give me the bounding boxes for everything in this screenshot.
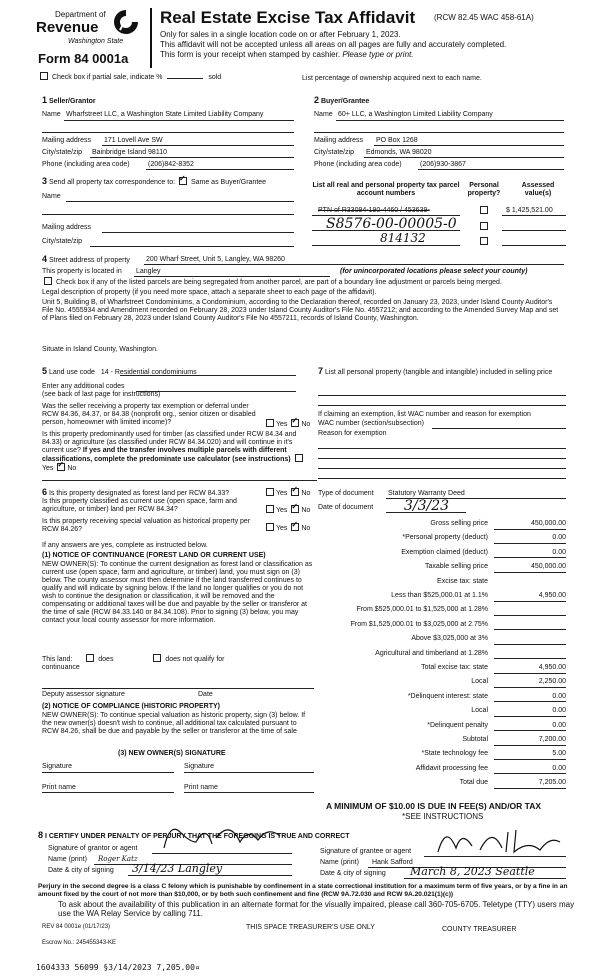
tax-row-label: Less than $525,000.01 at 1.1%: [391, 592, 488, 599]
additional-codes-label: Enter any additional codes: [42, 383, 125, 390]
dept-of-revenue-logo: [34, 8, 134, 52]
date-grantor[interactable]: 3/14/23 Langley: [132, 862, 223, 875]
name-grantee-label: Name (print): [320, 859, 359, 866]
q1-yes-label: Yes: [276, 420, 288, 428]
section7-label: List all personal property (tangible and intangible) included in selling price: [324, 369, 553, 376]
date-grantee[interactable]: March 8, 2023 Seattle: [410, 865, 535, 878]
tax-row-value[interactable]: 5.00: [552, 750, 566, 758]
escrow-number: Escrow No.: 245455343-KE: [42, 940, 117, 946]
header-line3b: Please type or print.: [342, 50, 414, 59]
buyer-city-label: City/state/zip: [314, 149, 355, 156]
date-grantor-label: Date & city of signing: [48, 867, 114, 874]
parcel-2[interactable]: S8576-00-00005-0: [326, 216, 457, 232]
buyer-phone-label: Phone (including area code): [314, 161, 402, 168]
q1-no-label: No: [301, 420, 311, 428]
doc-type[interactable]: Statutory Warranty Deed: [388, 490, 465, 497]
section7-heading: [318, 366, 566, 377]
section3-same: Same as Buyer/Grantee: [190, 179, 267, 186]
segregation-checkbox[interactable]: [44, 277, 52, 285]
buyer-phone[interactable]: (206)930-3867: [420, 161, 466, 168]
personal-checkbox-1[interactable]: [480, 206, 488, 214]
deputy-date-label: Date: [198, 691, 213, 698]
tax-row-value[interactable]: 4,950.00: [538, 664, 566, 671]
seller-phone[interactable]: (206)842-8352: [148, 161, 194, 168]
tax-row-label: From $525,000.01 to $1,525,000 at 1.28%: [356, 606, 488, 614]
tax-row-value[interactable]: 7,205.00: [538, 779, 566, 787]
q2-no-checkbox[interactable]: [57, 463, 65, 471]
tax-row-value[interactable]: 0.00: [552, 707, 566, 715]
partial-sale-row: [38, 73, 221, 82]
recording-stamp: 1604333 56099 §3/14/2023 7,205.00¤: [36, 963, 200, 972]
s6q3-no-checkbox[interactable]: [291, 523, 299, 531]
tax-row-label: Total due: [459, 779, 488, 787]
seller-heading: [42, 95, 96, 106]
s6q2-no-label: No: [301, 506, 311, 514]
legal-label: Legal description of property (if you need more space, attach a separate sheet to each page of the affidavit).: [42, 289, 377, 296]
tax-row-value[interactable]: 2,250.00: [538, 678, 566, 686]
seller-city-label: City/state/zip: [42, 149, 83, 156]
buyer-mailing[interactable]: PO Box 1268: [376, 137, 418, 144]
seller-name[interactable]: Wharfstreet LLC, a Washington State Limited Liability Company: [66, 111, 264, 118]
unincorp-note: (for unincorporated locations please select your county): [340, 268, 528, 275]
section3-num: 3: [42, 176, 48, 186]
seller-mailing-label: Mailing address: [42, 137, 92, 144]
partial-label-a: Check box if partial sale, indicate %: [51, 73, 163, 81]
new-owner-title: (3) NEW OWNER(S) SIGNATURE: [118, 750, 226, 757]
s6-q2-answers: [264, 506, 310, 515]
tax-row-label: Total excise tax: state: [421, 664, 488, 671]
tax-row-label: Local: [471, 678, 488, 686]
does-not-checkbox[interactable]: [153, 654, 161, 662]
tax-row-label: Agricultural and timberland at 1.28%: [375, 649, 488, 657]
doc-date[interactable]: 3/3/23: [404, 498, 450, 514]
tax-row-label: Local: [471, 707, 488, 715]
tax-row-label: Taxable selling price: [424, 563, 488, 571]
minimum-line2: *SEE INSTRUCTIONS: [402, 812, 484, 821]
q2-yes-checkbox[interactable]: [295, 454, 303, 462]
tax-row-label: *Delinquent interest: state: [407, 692, 488, 700]
s6q3-no-label: No: [301, 524, 311, 532]
s6q2-yes-label: Yes: [276, 506, 288, 514]
parcel-col-header: List all real and personal property tax parcel account numbers: [312, 182, 460, 198]
tax-row-label: Subtotal: [462, 736, 488, 743]
located-city[interactable]: Langley: [136, 268, 161, 275]
exemption-question: Was the seller receiving a property tax exemption or deferral under RCW 84.36, 84.37, or 84.38 (nonprofit org., senior citizen or disabled person, homeowner with limited income)?: [42, 403, 256, 427]
timber-question-a: Is this property predominantly used for timber (as classified under RCW 84.34 and 84.33) or agriculture (as classified under RCW 84.34.020) and will continue in it's current use?: [42, 431, 297, 455]
rev-label: REV 84 0001e (01/17/23): [42, 924, 111, 930]
q2-no-label: No: [67, 464, 77, 472]
sig-grantor-label: Signature of grantor or agent: [48, 845, 138, 852]
buyer-heading-text: Buyer/Grantee: [320, 98, 370, 105]
s6q3-yes-label: Yes: [276, 524, 288, 532]
treasurer-use: THIS SPACE TREASURER'S USE ONLY: [246, 924, 375, 931]
header-line3a: This form is your receipt when stamped by cashier.: [160, 50, 341, 59]
s6q2-no-checkbox[interactable]: [291, 505, 299, 513]
tax-row-label: From $1,525,000.01 to $3,025,000 at 2.75%: [350, 620, 488, 628]
tax-row-value[interactable]: 4,950.00: [538, 592, 566, 599]
minimum-line1: A MINIMUM OF $10.00 IS DUE IN FEE(S) AND/OR TAX: [326, 801, 542, 811]
section8-title: I CERTIFY UNDER PENALTY OF PERJURY THAT THE FOREGOING IS TRUE AND CORRECT: [44, 833, 350, 840]
section3-heading: [42, 176, 266, 187]
personal-checkbox-3[interactable]: [480, 237, 488, 245]
seller-city[interactable]: Bainbridge Island 98110: [92, 149, 167, 156]
s6q1-yes-label: Yes: [276, 489, 288, 497]
section3-city-label: City/state/zip: [42, 238, 83, 245]
current-use-question: Is this property classified as current use (open space, farm and agriculture, or timber) land per RCW 84.34?: [42, 498, 237, 514]
land-use-label: Land use code: [48, 369, 95, 376]
located-label: This property is located in: [42, 268, 122, 275]
notice2-title: (2) NOTICE OF COMPLIANCE (HISTORIC PROPERTY): [42, 703, 220, 710]
personal-checkbox-2[interactable]: [480, 222, 488, 230]
buyer-name[interactable]: 60+ LLC, a Washington Limited Liability Company: [338, 111, 493, 118]
section6-num: 6: [42, 487, 48, 497]
seller-heading-text: Seller/Grantor: [48, 98, 96, 105]
timber-question-b: If yes and the transfer involves multiple parcels with different classifications, complete the predominate use calculator (see instructions): [42, 447, 291, 463]
owner-signature-label-1: Signature: [42, 763, 72, 770]
q1-answers: [264, 420, 310, 429]
notice1-title: (1) NOTICE OF CONTINUANCE (FOREST LAND OR CURRENT USE): [42, 552, 266, 559]
segregation-text: Check box if any of the listed parcels are being segregated from another parcel, are part of a boundary line adjustment or parcels being merged.: [55, 278, 502, 286]
personal-col-header: Personal property?: [467, 182, 501, 198]
timber-question: [42, 431, 312, 473]
s6q2-yes-checkbox[interactable]: [266, 505, 274, 513]
if-yes-note: If any answers are yes, complete as instructed below.: [42, 542, 208, 549]
s6-q1-answers: [264, 489, 310, 498]
header-line2: This affidavit will not be accepted unless all areas on all pages are fully and accurately completed.: [160, 40, 507, 49]
buyer-name-label: Name: [314, 111, 333, 118]
grantee-signature: [432, 822, 566, 858]
tax-row-label: *Personal property (deduct): [402, 534, 488, 542]
s6q1-no-checkbox[interactable]: [291, 488, 299, 496]
assessed-value-1[interactable]: $ 1,425,521.00: [506, 207, 553, 214]
seller-name-label: Name: [42, 111, 61, 118]
q1-no-checkbox[interactable]: [291, 419, 299, 427]
historic-question: Is this property receiving special valuation as historical property per RCW 84.26?: [42, 518, 251, 534]
tax-row-value[interactable]: 0.00: [552, 721, 566, 729]
county-treasurer: COUNTY TREASURER: [442, 926, 517, 933]
legal-description[interactable]: Unit 5, Building B, of Wharfstreet Condominiums, a Condominium, according to the Declaration thereof, recorded on January 23, 2023, under Island County Auditor's File No. 4555934 and Amendment recorded on February 28, 2023 under Island County Auditor's File No. 4557212; and according to the Amended Survey Map and set of Plans filed on February 28, 2023 under Island County Auditor's File No 4557211, records of Island County, Washington.: [42, 299, 559, 323]
assessed-col-header: Assessed value(s): [521, 182, 555, 198]
does-label: does: [98, 655, 114, 663]
buyer-heading: [314, 95, 369, 106]
q2-yes-label: Yes: [42, 464, 54, 472]
buyer-num: 2: [314, 95, 320, 105]
tax-row-label: Affidavit processing fee: [415, 764, 488, 772]
segregation-row: [42, 278, 564, 287]
s6q3-yes-checkbox[interactable]: [266, 523, 274, 531]
dept-line1: Department of: [55, 10, 106, 19]
section4-label: Street address of property: [48, 257, 130, 264]
dept-line2: Revenue: [36, 19, 99, 36]
perjury-note: Perjury in the second degree is a class C felony which is punishable by confinement in a state correctional institution for a maximum term of five years, or by a fine in an amount fixed by the court of not more than $10,000, or by both such confinement and fine (RCW 9A.72.030 and RCW 9A.20.021(1)(c)): [38, 883, 568, 898]
section3-name-label: Name: [42, 193, 61, 200]
owner-print-label-1: Print name: [42, 784, 76, 791]
date-grantee-label: Date & city of signing: [320, 870, 386, 877]
name-grantee[interactable]: Hank Safford: [372, 859, 413, 866]
owner-print-label-2: Print name: [184, 784, 218, 791]
see-back-note: (see back of last page for instructions): [42, 391, 161, 398]
notice2-text: NEW OWNER(S): To continue special valuation as historic property, sign (3) below. If the new owner(s) doesn't wish to continue, all additional tax calculated pursuant to RCW 84.26, shall be due and payable by the seller or transferor at the time of sale: [42, 712, 306, 736]
owner-signature-label-2: Signature: [184, 763, 214, 770]
tax-row-label: *State technology fee: [421, 750, 488, 758]
section7-num: 7: [318, 366, 324, 376]
tax-row-value[interactable]: 450,000.00: [530, 520, 566, 527]
section3-label: Send all property tax correspondence to:: [48, 179, 176, 186]
partial-label-b: sold: [208, 73, 222, 81]
alt-format-note: To ask about the availability of this publication in an alternate format for the visually impaired, please call 360-705-6705. Teletype (TTY) users may use the WA Relay Service by calling 711.: [58, 900, 575, 919]
s6q1-yes-checkbox[interactable]: [266, 488, 274, 496]
exempt-label: If claiming an exemption, list WAC number and reason for exemption: [318, 411, 531, 418]
tax-row-label: *Delinquent penalty: [427, 721, 488, 729]
section3-mailing-label: Mailing address: [42, 224, 92, 231]
revenue-emblem-icon: [112, 8, 140, 38]
partial-sale-checkbox[interactable]: [40, 72, 48, 80]
buyer-city[interactable]: Edmonds, WA 98020: [366, 149, 432, 156]
header-line3: [160, 50, 413, 59]
forest-question: Is this property designated as forest land per RCW 84.33?: [48, 490, 230, 497]
tax-row-value[interactable]: 450,000.00: [530, 563, 566, 571]
header-line1: Only for sales in a single location code on or after February 1, 2023.: [160, 30, 401, 39]
q1-yes-checkbox[interactable]: [266, 419, 274, 427]
property-address[interactable]: 200 Wharf Street, Unit 5, Langley, WA 98260: [146, 256, 285, 263]
reason-label: Reason for exemption: [318, 430, 387, 437]
section8-num: 8: [38, 830, 44, 840]
seller-mailing[interactable]: 171 Lovell Ave SW: [104, 137, 163, 144]
header-divider: [150, 8, 152, 68]
same-as-buyer-checkbox[interactable]: [179, 177, 187, 185]
this-land-row: [42, 655, 225, 664]
dept-line3: Washington State: [68, 38, 124, 45]
section4-heading: [42, 254, 130, 265]
section6-q1: [42, 487, 229, 498]
s6-q3-answers: [264, 524, 310, 533]
tax-row-value[interactable]: 7,200.00: [538, 736, 566, 743]
tax-row-label: Excise tax: state: [437, 577, 488, 585]
tax-row-value[interactable]: 0.00: [552, 692, 566, 700]
tax-row-label: Above $3,025,000 at 3%: [411, 635, 488, 643]
wac-label: WAC number (section/subsection): [318, 420, 424, 427]
doc-type-label: Type of document: [318, 490, 374, 497]
continuance-label: continuance: [42, 664, 80, 671]
section5-num: 5: [42, 366, 48, 376]
this-land-label: This land:: [42, 655, 73, 663]
buyer-mailing-label: Mailing address: [314, 137, 364, 144]
tax-row-label: Exemption claimed (deduct): [401, 548, 488, 556]
parcel-3[interactable]: 814132: [380, 231, 426, 245]
does-checkbox[interactable]: [86, 654, 94, 662]
notice1-text: NEW OWNER(S): To continue the current designation as forest land or classification as current use (open space, farm and agriculture, or timber) land, you must sign on (3) below. The county assessor must then determine if the land transferred continues to qualify and will indicate by signing below. If the land no longer qualifies or you do not wish to continue the designation or classification, it will be removed and the compensating or additional taxes will be due and payable by the seller or transferor at the time of sale (RCW 84.33.140 or 84.34.108). Prior to signing (3) below, you may contact your local county assessor for more information.: [42, 561, 313, 625]
name-grantor-label: Name (print): [48, 856, 87, 863]
s6q1-no-label: No: [301, 489, 311, 497]
deputy-signature-label: Deputy assessor signature: [42, 691, 125, 698]
tax-row-label: Gross selling price: [430, 520, 488, 527]
section4-num: 4: [42, 254, 48, 264]
sig-grantee-label: Signature of grantee or agent: [320, 848, 412, 855]
form-title: Real Estate Excise Tax Affidavit: [160, 8, 416, 27]
seller-num: 1: [42, 95, 48, 105]
form-number: Form 84 0001a: [38, 51, 129, 66]
does-not-label: does not qualify for: [165, 655, 225, 663]
grantor-signature: [160, 818, 300, 854]
land-use-code[interactable]: 14 - Residential condominiums: [100, 369, 197, 376]
tax-row-value[interactable]: 0.00: [552, 534, 566, 542]
name-grantor[interactable]: Roger Katz: [98, 855, 138, 863]
tax-row-value[interactable]: 0.00: [552, 548, 566, 556]
seller-phone-label: Phone (including area code): [42, 161, 130, 168]
partial-label-c: List percentage of ownership acquired next to each name.: [302, 75, 482, 82]
parcel-1[interactable]: PTN of R33094-190-4460 / 453639-: [318, 207, 430, 214]
form-rcw: (RCW 82.45 WAC 458-61A): [434, 13, 534, 22]
doc-date-label: Date of document: [318, 504, 374, 511]
situate-text: Situate in Island County, Washington.: [42, 346, 158, 353]
tax-row-value[interactable]: 0.00: [552, 764, 566, 772]
